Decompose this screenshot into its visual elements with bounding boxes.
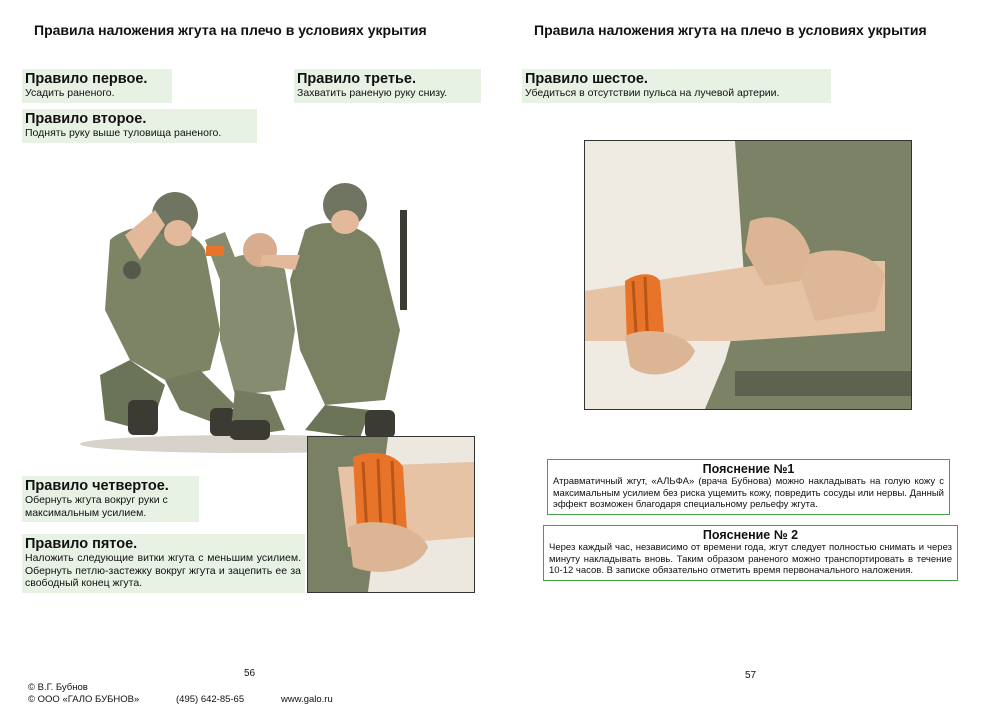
rule-1-text: Усадить раненого. <box>25 87 115 99</box>
rule-5-heading: Правило пятое. <box>25 536 138 552</box>
rule-6 <box>522 69 831 103</box>
footer-company: © ООО «ГАЛО БУБНОВ» <box>28 694 140 705</box>
rule-3-heading: Правило третье. <box>297 71 417 87</box>
rule-2-heading: Правило второе. <box>25 111 147 127</box>
footer-website[interactable]: www.galo.ru <box>281 694 333 705</box>
page-number-right: 57 <box>745 670 757 681</box>
rule-6-text: Убедиться в отсутствии пульса на лучевой артерии. <box>525 87 780 99</box>
note-1-text: Атравматичный жгут, «АЛЬФА» (врача Бубнова) можно накладывать на голую кожу с максимальным усилием без риска ущемить кожу, повредить сосуды или нервы. Данный эффект возможен благодаря специальному рельефу жгута. <box>553 476 944 510</box>
rule-3 <box>294 69 481 103</box>
rule-4-text: Обернуть жгута вокруг руки с максимальным усилием. <box>25 494 168 519</box>
note-1-heading: Пояснение №1 <box>702 462 795 476</box>
page-number-left: 56 <box>244 668 256 679</box>
right-page-title: Правила наложения жгута на плечо в условиях укрытия <box>534 22 927 38</box>
rule-5 <box>22 534 305 593</box>
tourniquet-wrap-illustration <box>307 436 475 593</box>
footer-phone: (495) 642-85-65 <box>176 694 245 705</box>
note-2 <box>543 525 958 581</box>
rule-1-heading: Правило первое. <box>25 71 148 87</box>
note-2-heading: Пояснение № 2 <box>702 528 799 542</box>
rule-1 <box>22 69 172 103</box>
note-1 <box>547 459 950 515</box>
rule-4 <box>22 476 199 522</box>
rule-6-heading: Правило шестое. <box>525 71 648 87</box>
rule-3-text: Захватить раненую руку снизу. <box>297 87 448 99</box>
rule-2-text: Поднять руку выше туловища раненого. <box>25 127 222 139</box>
rule-2 <box>22 109 257 143</box>
footer-author: © В.Г. Бубнов <box>28 682 88 693</box>
rule-4-heading: Правило четвертое. <box>25 478 169 494</box>
left-page-title: Правила наложения жгута на плечо в условиях укрытия <box>34 22 427 38</box>
pulse-check-illustration <box>584 140 912 410</box>
soldiers-illustration <box>70 170 430 455</box>
rule-5-text: Наложить следующие витки жгута с меньшим усилием. Обернуть петлю-застежку вокруг жгута и зацепить ее за свободный конец жгута. <box>25 552 301 589</box>
note-2-text: Через каждый час, независимо от времени года, жгут следует полностью снимать и через минуту накладывать вновь. Таким образом раненого можно транспортировать в течение 10-12 часов. В записке обязательно отметить время первоначального наложения. <box>549 542 952 576</box>
